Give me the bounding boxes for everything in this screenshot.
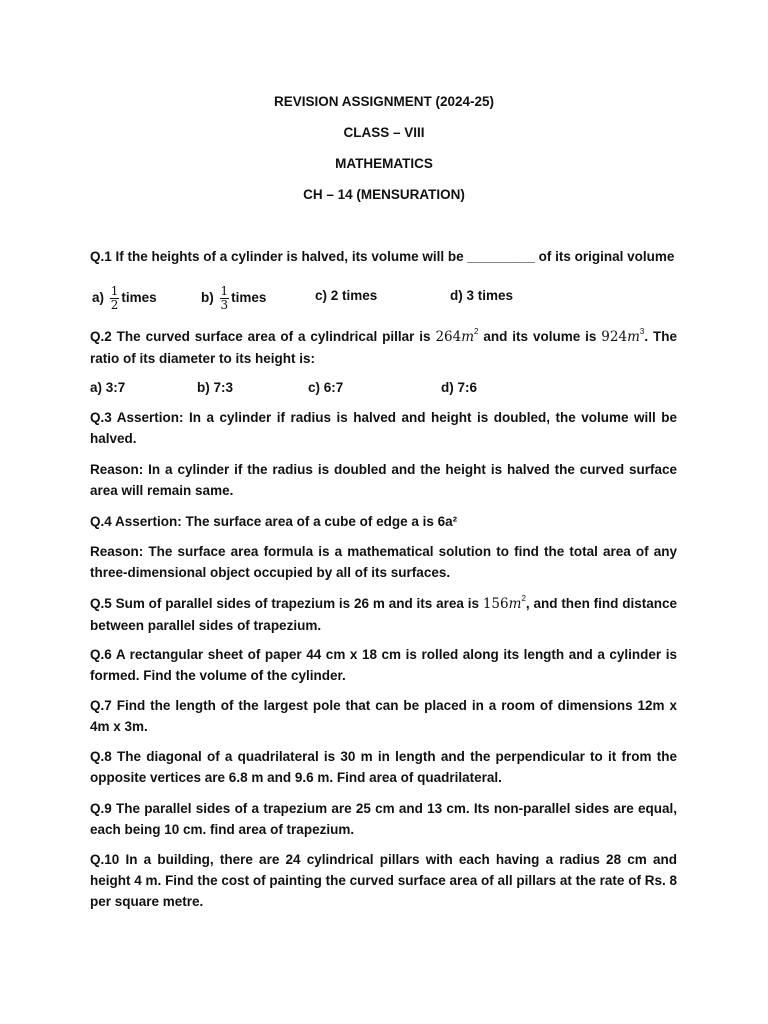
question-9: Q.9 The parallel sides of a trapezium are 25 cm and 13 cm. Its non-parallel sides are equal, each being 10 cm. find area of trapezium.	[90, 801, 677, 837]
question-7: Q.7 Find the length of the largest pole that can be placed in a room of dimensions 12m x 4m x 3m.	[90, 698, 677, 734]
subject-heading: MATHEMATICS	[335, 156, 433, 171]
question-6: Q.6 A rectangular sheet of paper 44 cm x 18 cm is rolled along its length and a cylinder is formed. Find the volume of the cylinder.	[90, 647, 677, 683]
fraction-one-third: $\frac{1}{3}$	[220, 284, 229, 312]
q1-option-c: c) 2 times	[315, 288, 378, 303]
q1-option-d: d) 3 times	[450, 288, 514, 303]
question-5: Q.5 Sum of parallel sides of trapezium is 26 m and its area is $156m^2$, and then find distance between parallel sides of trapezium.	[90, 594, 677, 633]
chapter-heading: CH – 14 (MENSURATION)	[303, 187, 465, 202]
question-3-reason: Reason: In a cylinder if the radius is doubled and the height is halved the curved surface area will remain same.	[90, 462, 677, 498]
q2-option-d: d) 7:6	[441, 380, 478, 395]
document-title: REVISION ASSIGNMENT (2024-25)	[273, 94, 495, 109]
question-1: Q.1 If the heights of a cylinder is halved, its volume will be _________ of its original volume	[90, 249, 675, 264]
q2-option-a: a) 3:7	[90, 380, 126, 395]
question-3-assertion: Q.3 Assertion: In a cylinder if radius is halved and height is doubled, the volume will be halved.	[90, 410, 677, 446]
question-8: Q.8 The diagonal of a quadrilateral is 30 m in length and the perpendicular to it from the opposite vertices are 6.8 m and 9.6 m. Find area of quadrilateral.	[90, 749, 677, 785]
q1-option-b: b) $\frac{1}{3}$ times	[201, 284, 267, 312]
question-2: Q.2 The curved surface area of a cylindrical pillar is $264m^2$ and its volume is $924m^3$. The ratio of its diameter to its height is:	[90, 327, 677, 366]
fraction-one-half: $\frac{1}{2}$	[110, 284, 119, 312]
question-10: Q.10 In a building, there are 24 cylindrical pillars with each having a radius 28 cm and height 4 m. Find the cost of painting the curved surface area of all pillars at the rate of Rs. 8 per square metre.	[90, 852, 677, 909]
question-4-assertion: Q.4 Assertion: The surface area of a cube of edge a is 6a²	[90, 514, 458, 529]
q2-option-c: c) 6:7	[308, 380, 344, 395]
question-4-reason: Reason: The surface area formula is a mathematical solution to find the total area of any three-dimensional object occupied by all of its surfaces.	[90, 544, 677, 580]
class-heading: CLASS – VIII	[343, 125, 425, 140]
q1-option-a: a) $\frac{1}{2}$ times	[92, 284, 157, 312]
q2-option-b: b) 7:3	[197, 380, 234, 395]
